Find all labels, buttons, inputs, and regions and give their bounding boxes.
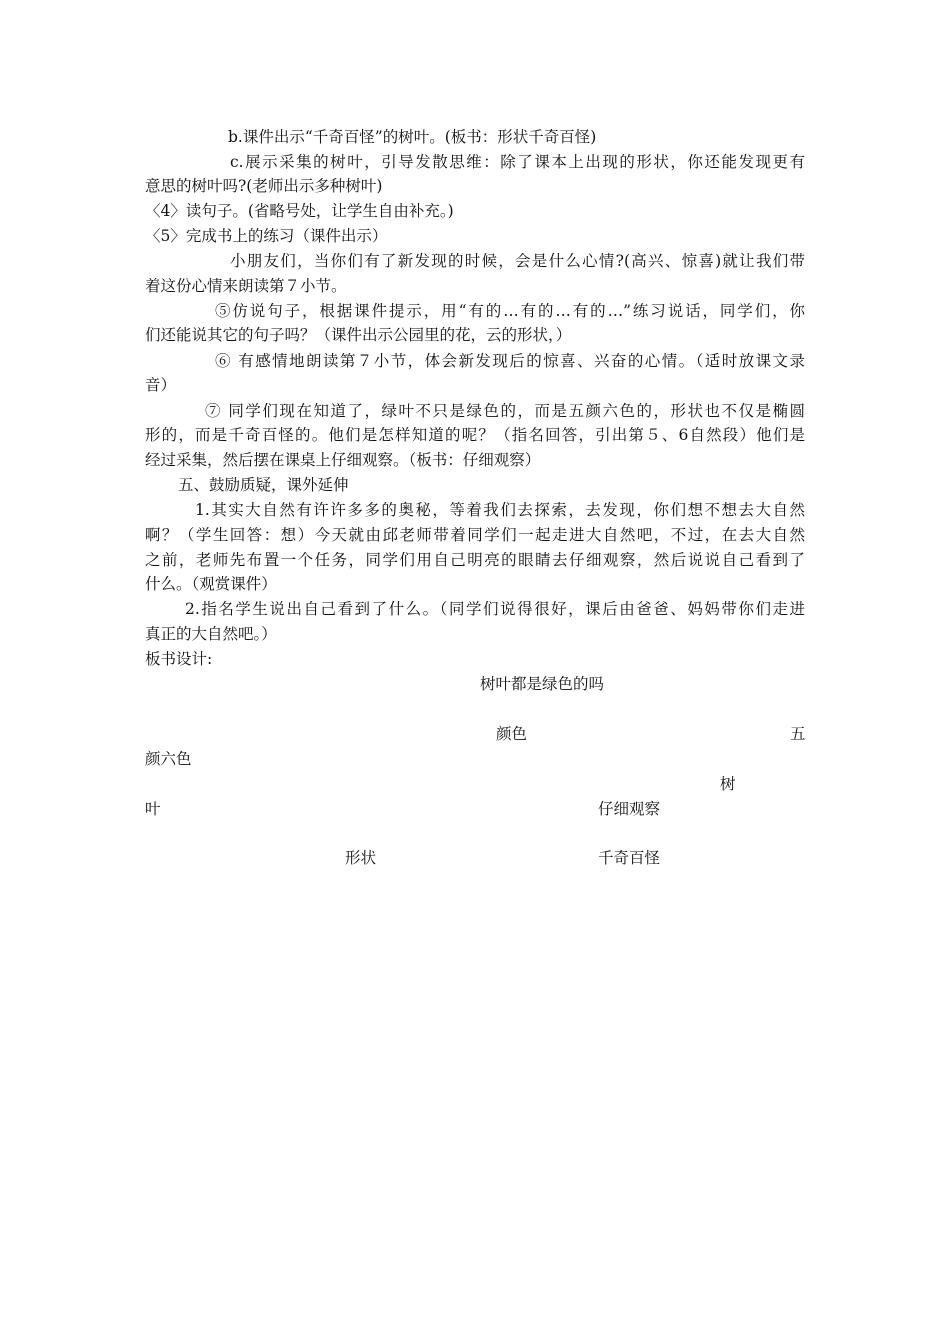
board-observe: 仔细观察 [598, 800, 661, 818]
text-line: 啊？（学生回答：想）今天就由邱老师带着同学们一起走进大自然吧，不过，在去大自然 [145, 526, 805, 544]
board-wu: 五 [790, 725, 806, 743]
text-line: b.课件出示“千奇百怪”的树叶。(板书：形状千奇百怪) [228, 128, 597, 146]
board-title: 树叶都是绿色的吗 [480, 675, 605, 693]
text-line: 经过采集，然后摆在课桌上仔细观察。（板书：仔细观察） [145, 451, 541, 469]
text-line: c.展示采集的树叶，引导发散思维：除了课本上出现的形状，你还能发现更有 [230, 153, 805, 171]
text-line: 意思的树叶吗?(老师出示多种树叶) [145, 177, 383, 195]
text-line: 小朋友们，当你们有了新发现的时候，会是什么心情?(高兴、惊喜)就让我们带 [230, 252, 805, 270]
text-line: ⑤仿说句子，根据课件提示，用“有的…有的…有的…”练习说话，同学们，你 [215, 302, 805, 320]
board-qiqi: 千奇百怪 [598, 849, 661, 867]
text-line: 着这份心情来朗读第７小节。 [145, 277, 347, 295]
text-line: 们还能说其它的句子吗？（课件出示公园里的花，云的形状，） [145, 326, 572, 344]
text-line: 〈5〉完成书上的练习（课件出示） [145, 227, 388, 245]
text-line: 音） [145, 376, 177, 394]
text-line: 形的，而是千奇百怪的。他们是怎样知道的呢？（指名回答，引出第５、6自然段）他们是 [145, 426, 805, 444]
text-line: 真正的大自然吧。） [145, 625, 277, 643]
text-line: ⑦ 同学们现在知道了，绿叶不只是绿色的，而是五颜六色的，形状也不仅是椭圆 [205, 402, 805, 420]
board-design-heading: 板书设计: [145, 650, 213, 668]
board-shu: 树 [720, 775, 736, 793]
text-line: 1.其实大自然有许许多多的奥秘，等着我们去探索，去发现，你们想不想去大自然 [195, 501, 805, 519]
section-heading: 五、鼓励质疑，课外延伸 [178, 476, 349, 494]
text-line: ⑥ 有感情地朗读第７小节，体会新发现后的惊喜、兴奋的心情。（适时放课文录 [215, 352, 805, 370]
text-line: 什么。（观赏课件） [145, 575, 277, 593]
text-line: 之前，老师先布置一个任务，同学们用自己明亮的眼睛去仔细观察，然后说说自己看到了 [145, 551, 805, 569]
board-ye: 叶 [145, 800, 161, 818]
board-color-label: 颜色 [496, 725, 528, 743]
board-yan-liu-se: 颜六色 [145, 750, 192, 768]
text-line: 〈4〉读句子。(省略号处，让学生自由补充。) [145, 202, 454, 220]
text-line: 2.指名学生说出自己看到了什么。（同学们说得很好，课后由爸爸、妈妈带你们走进 [185, 600, 805, 618]
board-shape-label: 形状 [345, 849, 377, 867]
